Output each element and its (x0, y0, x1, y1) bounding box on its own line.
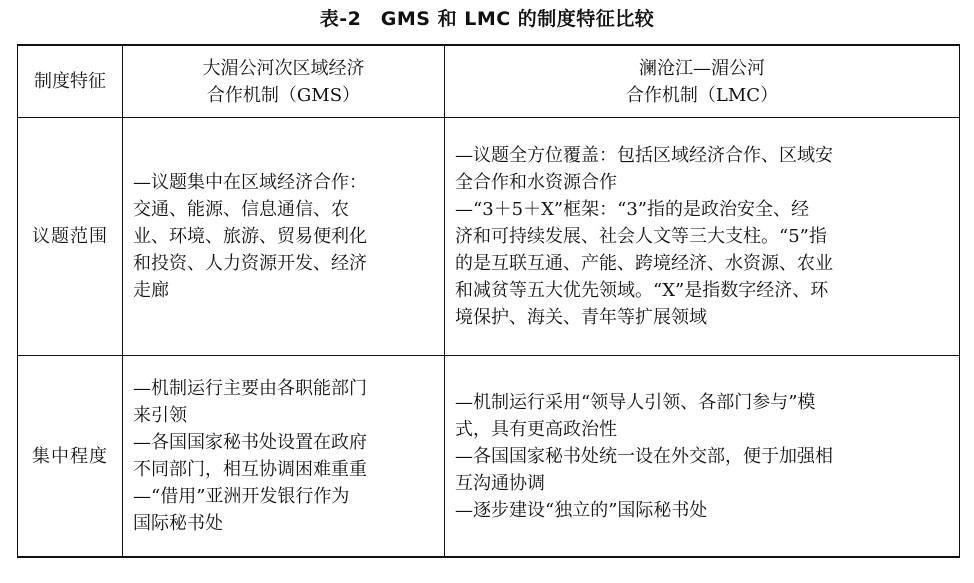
cell-line: 境保护、海关、青年等扩展领域 (455, 307, 707, 328)
comparison-table (17, 44, 960, 558)
cell-line: —机制运行采用“领导人引领、各部门参与”模 (455, 391, 816, 413)
cell-line: 业、环境、旅游、贸易便利化 (133, 226, 367, 247)
gms-cell (123, 118, 445, 356)
cell-line: —逐步建设“独立的”国际秘书处 (455, 499, 708, 521)
cell-line: —机制运行主要由各职能部门 (133, 378, 367, 399)
cell-line: 和投资、人力资源开发、经济 (133, 253, 367, 274)
header-feature: 制度特征 (18, 45, 123, 118)
table-row-topic-scope (18, 118, 960, 356)
header-lmc (445, 45, 960, 118)
cell-line: —“3＋5＋X”框架：“3”指的是政治安全、经 (455, 199, 809, 220)
cell-line: 走廊 (133, 280, 169, 301)
row-feature-label: 议题范围 (18, 118, 123, 356)
header-row (18, 45, 960, 118)
cell-line: —议题集中在区域经济合作： (133, 172, 367, 193)
table-caption: 表-2 GMS 和 LMC 的制度特征比较 (319, 8, 655, 30)
cell-line: —“借用”亚洲开发银行作为 (133, 486, 350, 507)
lmc-cell (445, 356, 960, 558)
cell-line: 式，具有更高政治性 (455, 418, 617, 440)
cell-line: 济和可持续发展、社会人文等三大支柱。“5”指 (455, 226, 827, 247)
cell-line: —议题全方位覆盖：包括区域经济合作、区域安 (455, 145, 833, 166)
cell-line: 和减贫等五大优先领域。“X”是指数字经济、环 (455, 280, 829, 301)
header-gms (123, 45, 445, 118)
cell-line: 国际秘书处 (133, 513, 223, 534)
cell-line: —各国国家秘书处设置在政府 (133, 432, 367, 453)
cell-line: —各国国家秘书处统一设在外交部，便于加强相 (455, 445, 833, 467)
header-lmc-line: 澜沧江—湄公河 (639, 57, 765, 79)
cell-line: 互沟通协调 (455, 472, 545, 494)
cell-line: 交通、能源、信息通信、农 (133, 199, 349, 220)
header-gms-line: 合作机制（GMS） (206, 84, 361, 106)
lmc-cell (445, 118, 960, 356)
header-gms-line: 大湄公河次区域经济 (202, 57, 365, 79)
cell-line: 来引领 (133, 405, 187, 426)
row-feature-label: 集中程度 (18, 356, 123, 558)
header-lmc-line: 合作机制（LMC） (625, 84, 779, 106)
gms-cell (123, 356, 445, 558)
cell-line: 全合作和水资源合作 (455, 172, 617, 193)
table-row-centralization (18, 356, 960, 558)
cell-line: 的是互联互通、产能、跨境经济、水资源、农业 (455, 253, 833, 274)
cell-line: 不同部门，相互协调困难重重 (133, 459, 367, 480)
